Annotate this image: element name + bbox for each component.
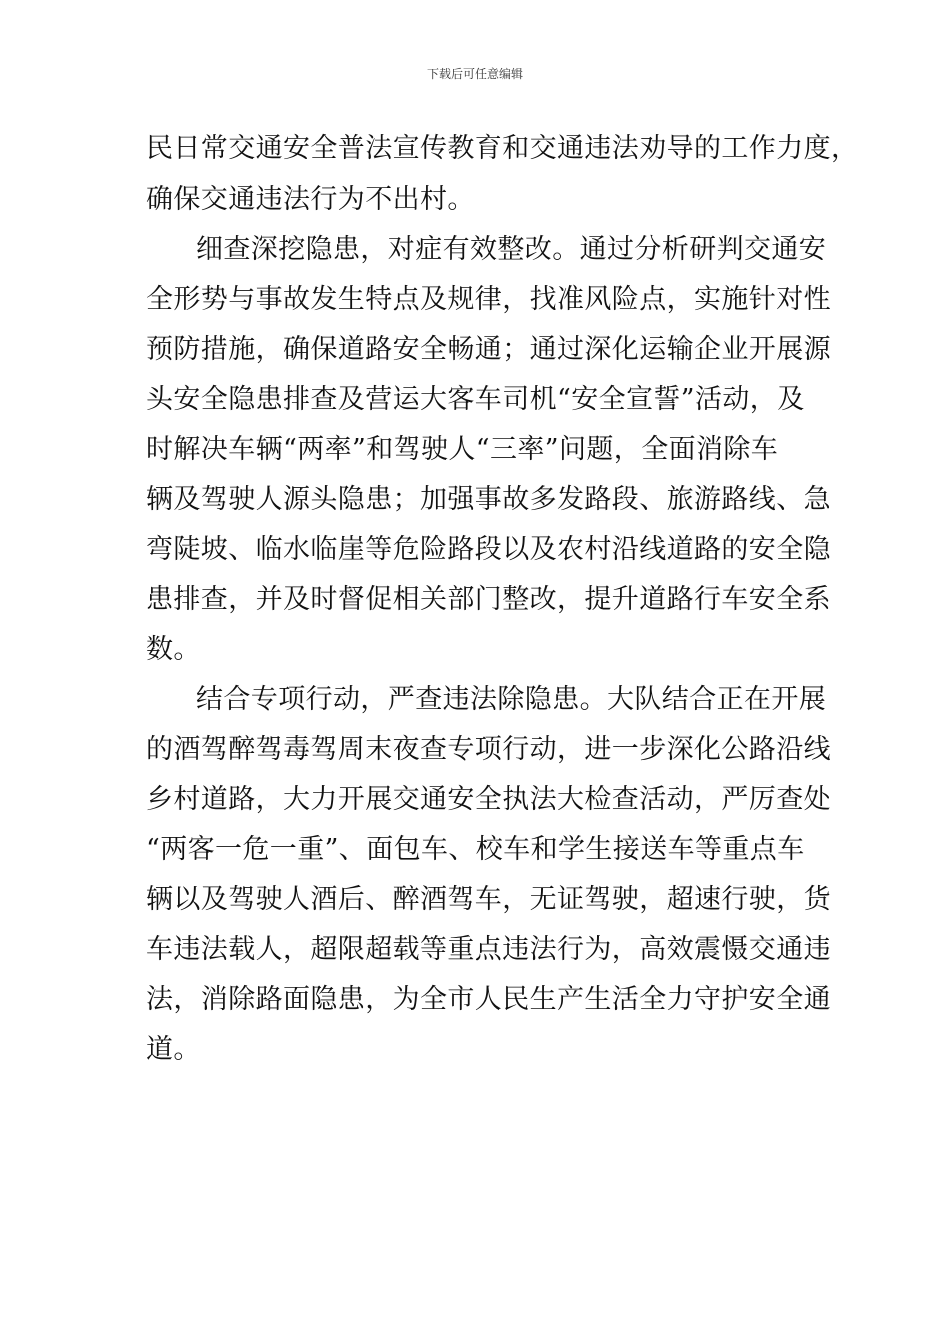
text-line: 法，消除路面隐患，为全市人民生产生活全力守护安全通 (146, 984, 831, 1015)
text-line: 车违法载人，超限超载等重点违法行为，高效震慑交通违 (146, 934, 831, 965)
text-line: 细查深挖隐患，对症有效整改。通过分析研判交通安 (196, 234, 827, 265)
text-line: “两客一危一重”、面包车、校车和学生接送车等重点车 (146, 834, 805, 865)
text-line: 头安全隐患排查及营运大客车司机“安全宣誓”活动，及 (146, 384, 805, 415)
text-line: 结合专项行动，严查违法除隐患。大队结合正在开展 (196, 684, 827, 715)
text-line: 预防措施，确保道路安全畅通；通过深化运输企业开展源 (146, 334, 831, 365)
text-line: 弯陡坡、临水临崖等危险路段以及农村沿线道路的安全隐 (146, 534, 831, 565)
text-line: 辆及驾驶人源头隐患；加强事故多发路段、旅游路线、急 (146, 484, 831, 515)
text-line: 数。 (146, 634, 201, 665)
text-line: 患排查，并及时督促相关部门整改，提升道路行车安全系 (146, 584, 831, 615)
text-line: 时解决车辆“两率”和驾驶人“三率”问题，全面消除车 (146, 434, 779, 465)
text-line: 民日常交通安全普法宣传教育和交通违法劝导的工作力度， (146, 133, 859, 164)
text-line: 确保交通违法行为不出村。 (146, 184, 475, 215)
text-line: 辆以及驾驶人酒后、醉酒驾车，无证驾驶，超速行驶，货 (146, 884, 831, 915)
text-line: 乡村道路，大力开展交通安全执法大检查活动，严厉查处 (146, 784, 831, 815)
page-header-note: 下载后可任意编辑 (426, 67, 523, 81)
text-line: 全形势与事故发生特点及规律，找准风险点，实施针对性 (146, 284, 831, 315)
text-line: 的酒驾醉驾毒驾周末夜查专项行动，进一步深化公路沿线 (146, 734, 831, 765)
text-line: 道。 (146, 1034, 201, 1065)
